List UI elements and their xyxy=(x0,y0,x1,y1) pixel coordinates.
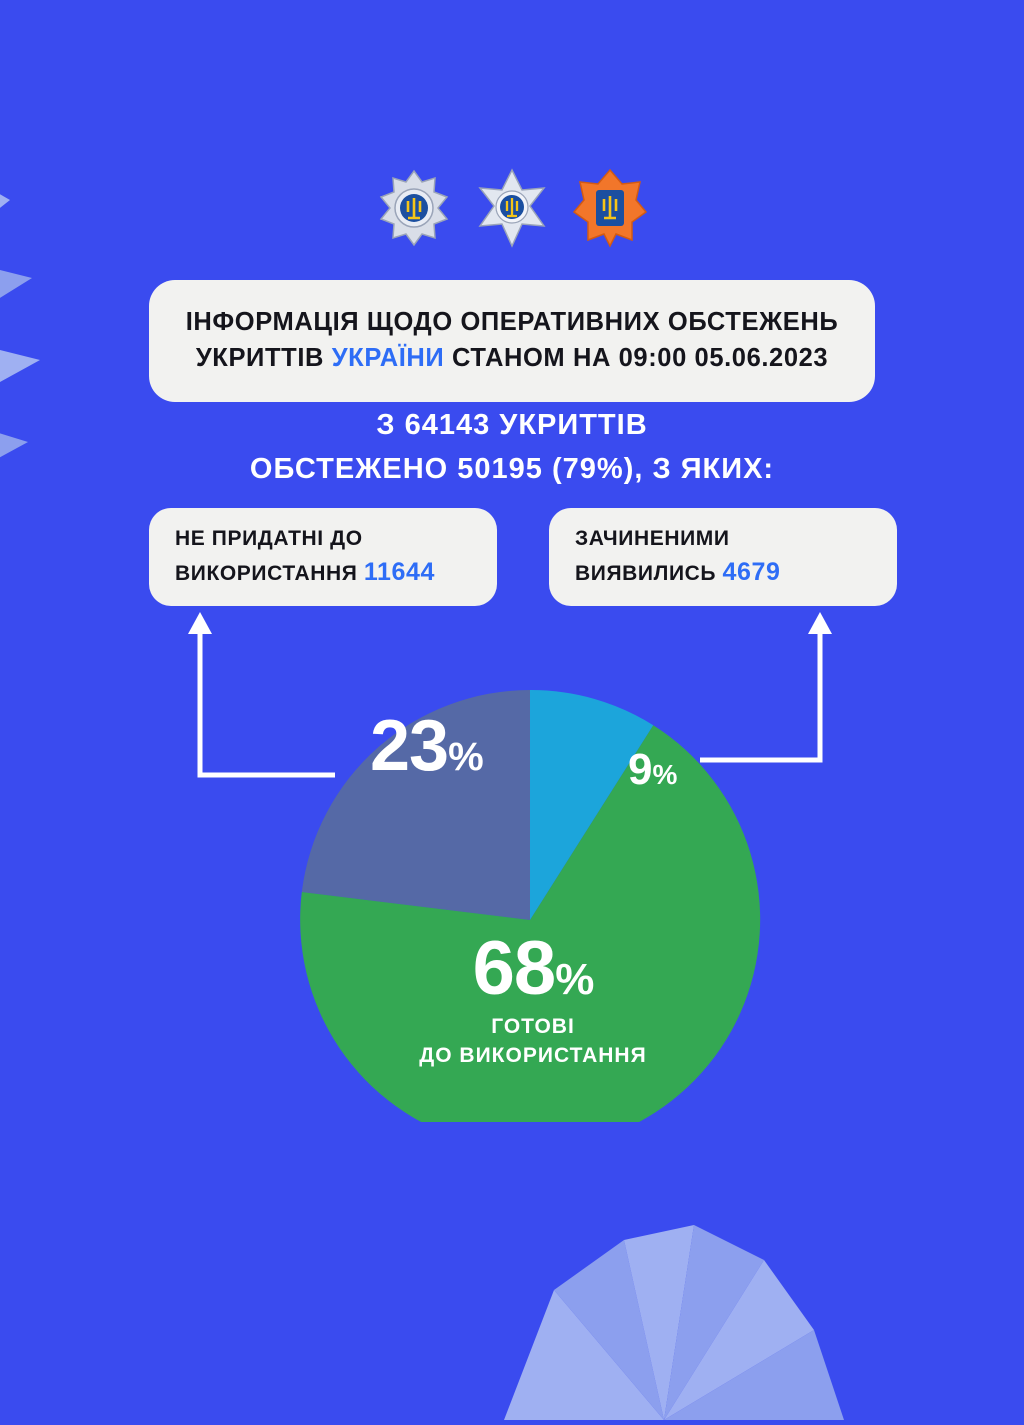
header-country-accent: УКРАЇНИ xyxy=(331,344,445,373)
summary-surveyed-line: ОБСТЕЖЕНО 50195 (79%), З ЯКИХ: xyxy=(249,452,775,485)
header-line-2 xyxy=(169,340,855,376)
stat-locked-value: 4679 xyxy=(722,558,781,586)
stat-locked-label: ВИЯВИЛИСЬ xyxy=(575,562,723,585)
pie-label-locked-value: 9 xyxy=(628,745,653,794)
summary-block xyxy=(0,404,1024,491)
connector-right-arrowhead xyxy=(808,612,832,634)
dsns-emblem xyxy=(572,168,648,248)
stat-card-found-locked xyxy=(549,508,897,606)
pie-label-locked-pct: % xyxy=(652,759,678,790)
police-star-emblem xyxy=(474,168,550,248)
header-line-2-suffix: СТАНОМ НА 09:00 05.06.2023 xyxy=(444,344,829,373)
header-line-2-prefix: УКРИТТІВ xyxy=(195,344,332,373)
pie-graphic xyxy=(275,672,785,1122)
pie-label-ready-value: 68 xyxy=(472,926,556,1011)
fan-bottom-graphic xyxy=(444,1090,884,1420)
stat-unfit-label: ВИКОРИСТАННЯ xyxy=(175,562,364,585)
dsns-emblem-icon xyxy=(572,168,648,248)
stat-locked-line-1: ЗАЧИНЕНИМИ xyxy=(575,526,730,550)
national-police-emblem xyxy=(376,168,452,248)
stat-card-unfit-for-use xyxy=(149,508,497,606)
pie-label-unfit-value: 23 xyxy=(370,706,449,786)
emblem-row xyxy=(0,168,1024,248)
shelter-status-pie-chart xyxy=(275,672,785,1122)
pie-slice-unfit xyxy=(302,690,530,920)
pie-label-ready-pct: % xyxy=(555,955,594,1004)
pie-label-ready-sub-2: ДО ВИКОРИСТАННЯ xyxy=(419,1043,647,1067)
stat-unfit-line-1: НЕ ПРИДАТНІ ДО xyxy=(175,526,363,550)
police-star-emblem-icon xyxy=(474,168,550,248)
stat-unfit-line-2 xyxy=(175,554,471,592)
connector-left-arrowhead xyxy=(188,612,212,634)
national-police-emblem-icon xyxy=(376,168,452,248)
pie-label-unfit-pct: % xyxy=(448,735,483,779)
stat-unfit-value: 11644 xyxy=(363,558,436,586)
summary-total-line: З 64143 УКРИТТІВ xyxy=(376,409,648,441)
header-card xyxy=(149,280,875,402)
decorative-fan-bottom xyxy=(444,1090,874,1410)
pie-label-ready-sub-1: ГОТОВІ xyxy=(491,1015,575,1039)
stat-locked-line-2 xyxy=(575,554,871,592)
header-line-1: ІНФОРМАЦІЯ ЩОДО ОПЕРАТИВНИХ ОБСТЕЖЕНЬ xyxy=(185,308,839,336)
